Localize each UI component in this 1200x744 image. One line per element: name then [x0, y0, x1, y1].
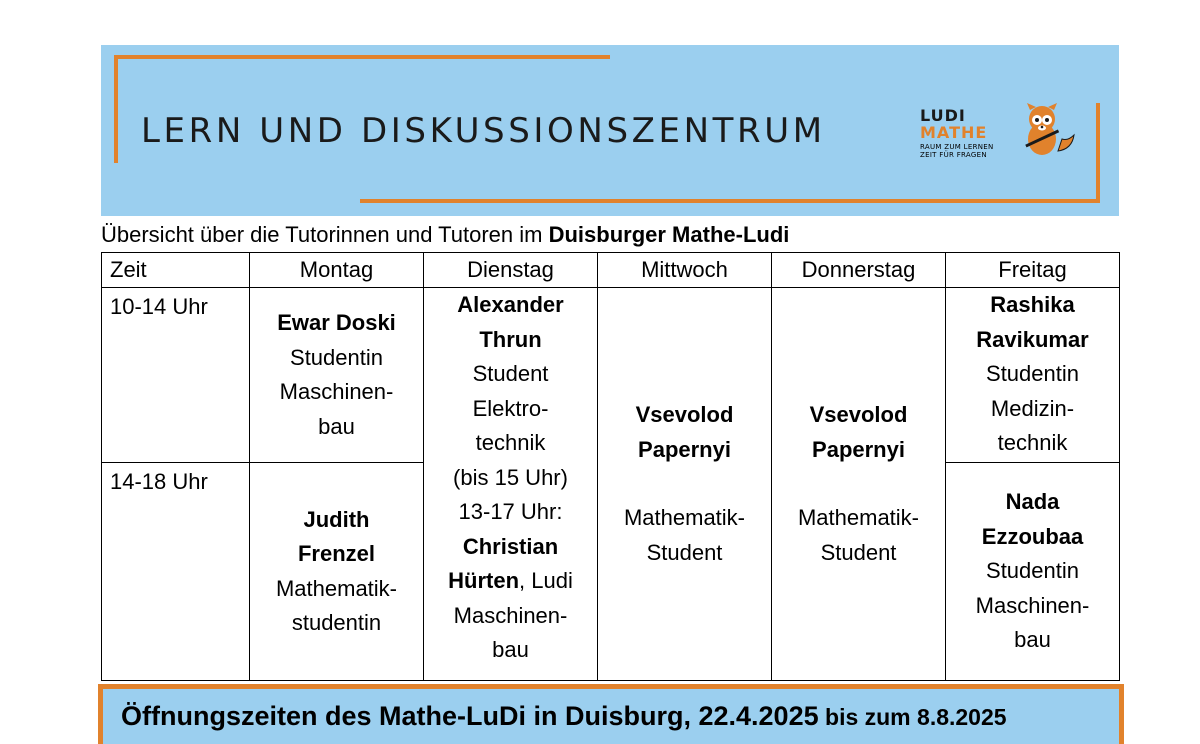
time-slot-morning: 10-14 Uhr	[102, 288, 250, 463]
col-header-freitag: Freitag	[946, 253, 1120, 288]
subtitle-bold: Duisburger Mathe-Ludi	[548, 222, 790, 247]
cell-montag-afternoon	[250, 463, 424, 681]
cell-freitag-morning	[946, 288, 1120, 463]
tutor-role: Studentin	[986, 361, 1079, 386]
tutor-name: Vsevolod	[635, 402, 734, 427]
spacer	[598, 467, 771, 501]
col-header-donnerstag: Donnerstag	[772, 253, 946, 288]
tutor-name: Ezzoubaa	[981, 523, 1084, 549]
subtitle	[101, 222, 789, 248]
red-panda-icon	[1014, 101, 1080, 161]
tutor-role: studentin	[291, 610, 382, 635]
tutor-role: Medizin-	[990, 395, 1075, 421]
tutor-hours: (bis 15 Uhr)	[453, 464, 568, 490]
table-row	[102, 288, 1120, 463]
ludi-mathe-logo	[920, 106, 1080, 166]
tutor-role: Student	[472, 361, 549, 386]
tutor-name: Papernyi	[812, 436, 905, 462]
cell-donnerstag	[772, 288, 946, 681]
tutor-role: , Ludi	[519, 568, 573, 593]
tutor-name: Judith	[303, 506, 370, 532]
tutor-role: Mathematik-	[275, 575, 398, 601]
tutor-name: Vsevolod	[809, 402, 908, 427]
frame-line-bottom	[360, 199, 1098, 203]
col-header-dienstag: Dienstag	[424, 253, 598, 288]
tutor-name: Nada	[1005, 489, 1060, 515]
tutor-role: bau	[492, 637, 529, 662]
cell-dienstag	[424, 288, 598, 681]
tutor-role: bau	[318, 413, 355, 439]
tutor-role: technik	[475, 430, 546, 455]
frame-line-left	[114, 55, 118, 163]
tutor-name-line	[424, 564, 597, 599]
tutor-name: Hürten	[448, 568, 520, 593]
tutor-role: Studentin	[290, 344, 383, 370]
tutor-schedule-table	[101, 252, 1120, 681]
tutor-role: Student	[646, 539, 723, 565]
tutor-name: Frenzel	[297, 541, 376, 566]
tutor-name: Ewar Doski	[277, 310, 396, 335]
col-header-montag: Montag	[250, 253, 424, 288]
frame-line-top	[114, 55, 610, 59]
subtitle-text: Übersicht über die Tutorinnen und Tutoren im	[101, 222, 549, 247]
tutor-role: Maschinen-	[453, 602, 568, 628]
spacer	[772, 467, 945, 501]
header-banner	[101, 45, 1119, 216]
opening-hours-text: Öffnungszeiten des Mathe-LuDi in Duisburg, 22.4.2025	[121, 701, 819, 731]
logo-tagline-2: ZEIT FÜR FRAGEN	[920, 151, 987, 159]
logo-word-mathe: MATHE	[920, 123, 988, 142]
tutor-role: Mathematik-	[797, 505, 920, 530]
time-slot-afternoon: 14-18 Uhr	[102, 463, 250, 681]
col-header-mittwoch: Mittwoch	[598, 253, 772, 288]
tutor-hours: 13-17 Uhr:	[458, 499, 563, 524]
banner-title: LERN UND DISKUSSIONSZENTRUM	[141, 111, 826, 151]
tutor-role: Studentin	[986, 558, 1079, 584]
tutor-name: Alexander	[457, 292, 564, 317]
tutor-role: Maschinen-	[279, 379, 394, 404]
tutor-role: Mathematik-	[623, 505, 746, 530]
opening-hours-title	[121, 701, 1007, 732]
logo-word-ludi: LUDI	[920, 106, 966, 125]
cell-freitag-afternoon	[946, 463, 1120, 681]
cell-montag-morning	[250, 288, 424, 463]
opening-hours-box	[98, 684, 1124, 744]
tutor-name: Christian	[462, 533, 559, 559]
opening-hours-range: bis zum 8.8.2025	[818, 704, 1007, 730]
frame-line-right	[1096, 103, 1100, 203]
tutor-role: Maschinen-	[975, 592, 1090, 618]
tutor-name: Ravikumar	[976, 326, 1089, 352]
tutor-name: Rashika	[990, 292, 1075, 317]
tutor-name: Papernyi	[638, 436, 731, 462]
header-row	[102, 253, 1120, 288]
tutor-role: Elektro-	[472, 395, 549, 421]
col-header-zeit: Zeit	[102, 253, 250, 288]
tutor-role: bau	[1014, 627, 1051, 653]
logo-tagline-1: RAUM ZUM LERNEN	[920, 143, 994, 151]
tutor-name: Thrun	[479, 326, 542, 352]
cell-mittwoch	[598, 288, 772, 681]
tutor-role: Student	[820, 539, 897, 565]
tutor-role: technik	[997, 430, 1068, 455]
